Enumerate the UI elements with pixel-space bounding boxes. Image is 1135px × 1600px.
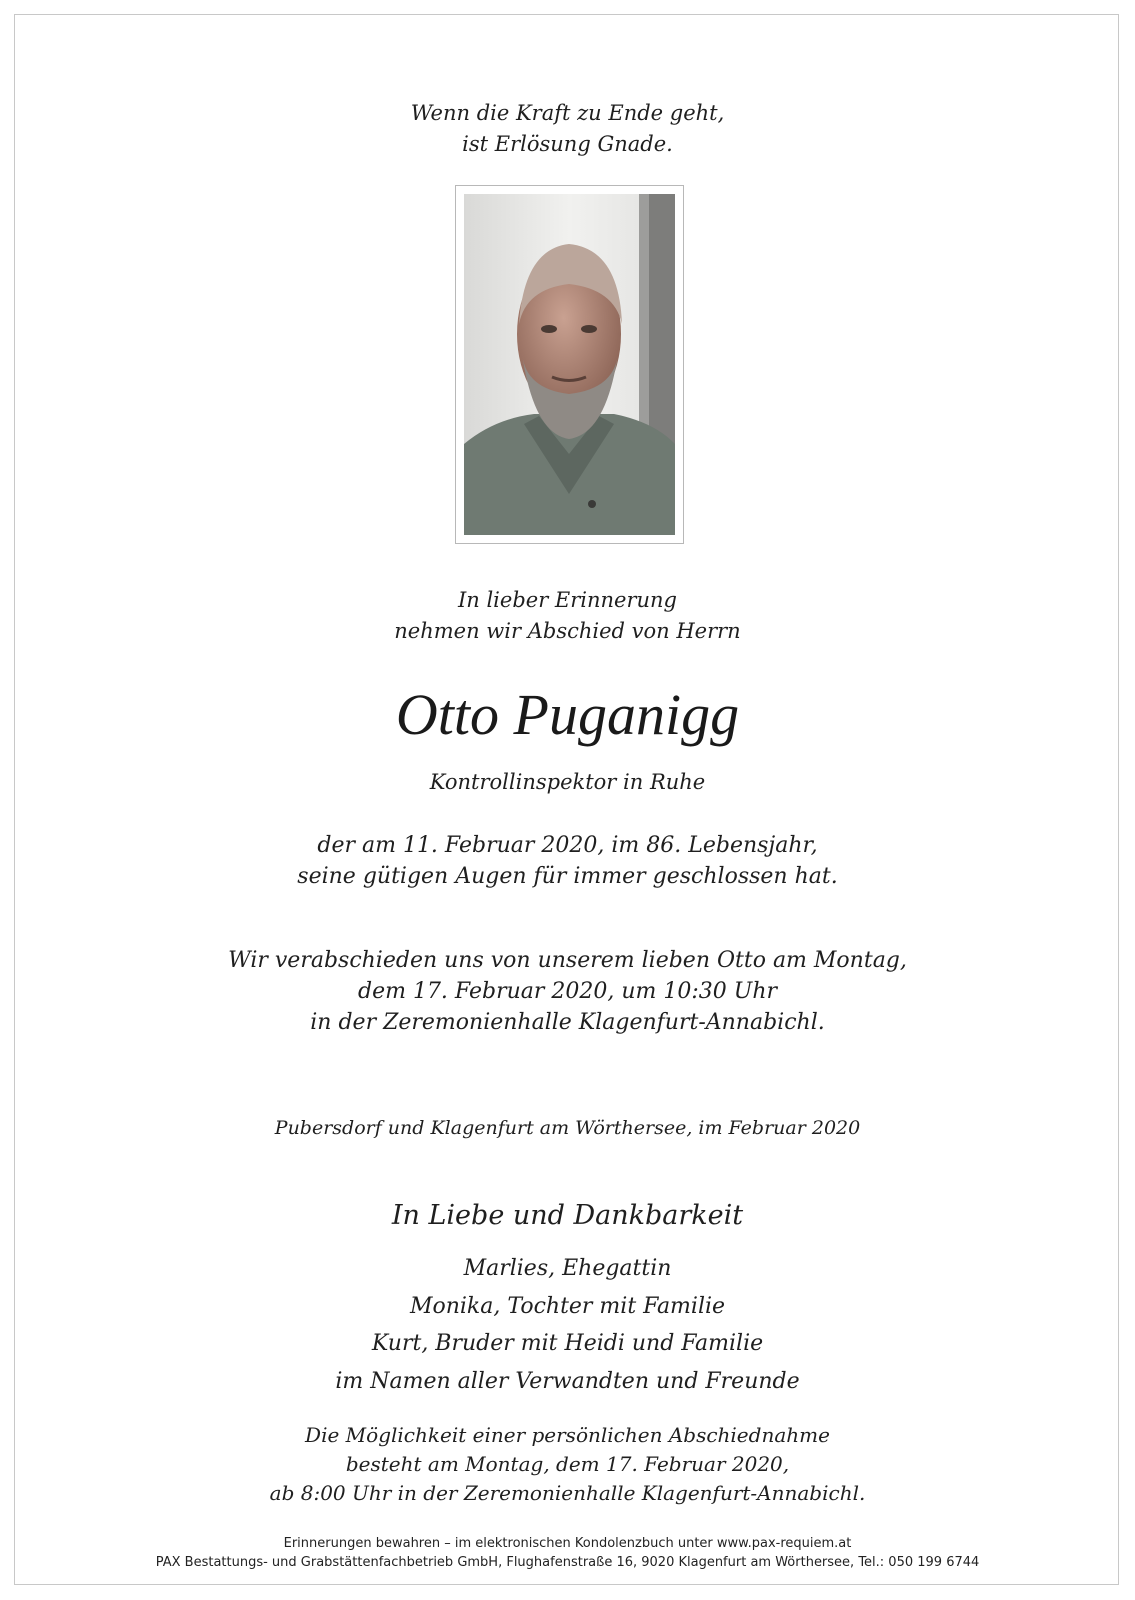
service-line: in der Zeremonienhalle Klagenfurt-Annabichl. <box>310 1010 825 1035</box>
footer-condolence-line: Erinnerungen bewahren – im elektronischen Kondolenzbuch unter www.pax-requiem.at <box>283 1536 852 1551</box>
footer-company-line: PAX Bestattungs- und Grabstättenfachbetrieb GmbH, Flughafenstraße 16, 9020 Klagenfurt am Wörthersee, Tel.: 050 199 6744 <box>155 1555 980 1570</box>
family-member: Kurt, Bruder mit Heidi und Familie <box>371 1331 764 1356</box>
service-details <box>0 945 1135 1038</box>
death-notice <box>0 830 1135 892</box>
service-line: dem 17. Februar 2020, um 10:30 Uhr <box>357 979 778 1004</box>
viewing-notice <box>0 1421 1135 1508</box>
death-notice-line: der am 11. Februar 2020, im 86. Lebensjahr, <box>317 833 818 858</box>
quote-line: ist Erlösung Gnade. <box>462 132 673 156</box>
viewing-line: ab 8:00 Uhr in der Zeremonienhalle Klagenfurt-Annabichl. <box>269 1481 866 1505</box>
service-line: Wir verabschieden uns von unserem lieben Otto am Montag, <box>228 948 907 973</box>
quote-line: Wenn die Kraft zu Ende geht, <box>410 101 725 125</box>
closing-heading: In Liebe und Dankbarkeit <box>391 1200 744 1231</box>
footer <box>0 1534 1135 1572</box>
portrait-photo <box>464 194 675 535</box>
viewing-line: besteht am Montag, dem 17. Februar 2020, <box>345 1452 790 1476</box>
family-list <box>0 1250 1135 1400</box>
memorial-quote <box>0 98 1135 160</box>
intro-text <box>0 585 1135 647</box>
death-notice-line: seine gütigen Augen für immer geschlossen hat. <box>297 864 838 889</box>
intro-line: nehmen wir Abschied von Herrn <box>394 619 741 643</box>
intro-line: In lieber Erinnerung <box>457 588 678 612</box>
family-member: im Namen aller Verwandten und Freunde <box>335 1368 800 1394</box>
deceased-title: Kontrollinspektor in Ruhe <box>429 770 706 794</box>
place-and-date: Pubersdorf und Klagenfurt am Wörthersee, im Februar 2020 <box>274 1117 861 1139</box>
deceased-name: Otto Puganigg <box>395 682 740 747</box>
family-member: Monika, Tochter mit Familie <box>409 1293 726 1319</box>
viewing-line: Die Möglichkeit einer persönlichen Abschiednahme <box>305 1423 830 1447</box>
family-member: Marlies, Ehegattin <box>463 1256 672 1281</box>
portrait-frame <box>455 185 684 544</box>
